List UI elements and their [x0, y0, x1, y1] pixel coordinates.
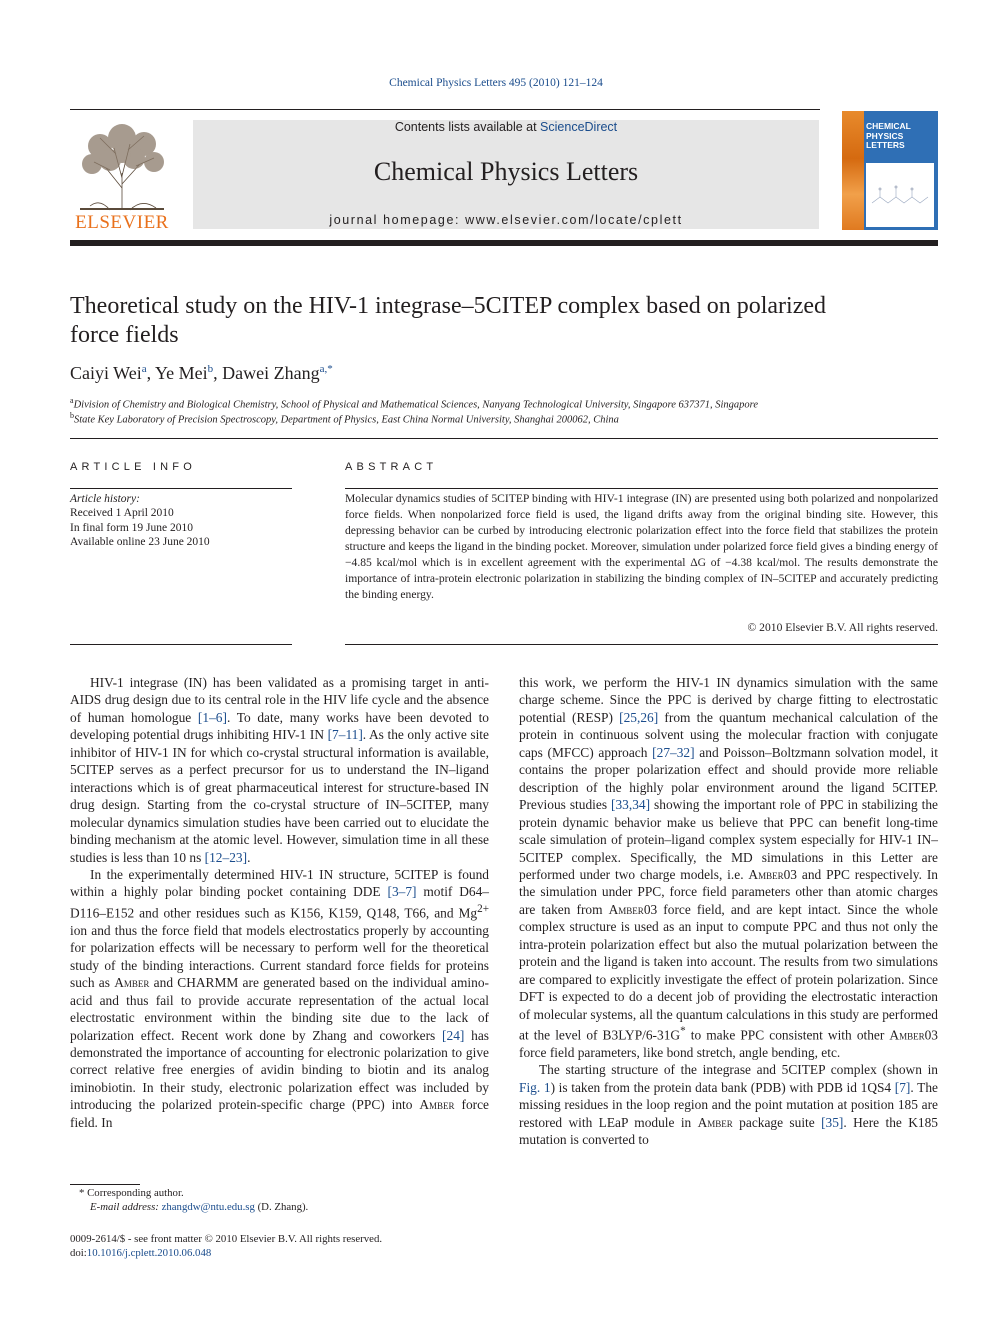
body-text: force field. In	[70, 1097, 489, 1130]
abstract-copyright: © 2010 Elsevier B.V. All rights reserved.	[747, 621, 938, 634]
amber-smallcaps: Amber	[889, 1027, 925, 1043]
masthead-top-rule	[70, 109, 820, 110]
journal-cover-thumbnail[interactable]	[842, 111, 938, 230]
reference-link[interactable]: [27–32]	[652, 744, 695, 760]
journal-name: Chemical Physics Letters	[373, 157, 639, 186]
history-received: Received 1 April 2010	[70, 507, 174, 520]
body-text: .	[247, 849, 251, 865]
amber-smallcaps: Amber	[748, 866, 784, 882]
article-info-heading: ARTICLE INFO	[70, 461, 196, 473]
affiliation-marker[interactable]: a,*	[319, 363, 333, 375]
history-online: Available online 23 June 2010	[70, 535, 210, 548]
journal-citation[interactable]: Chemical Physics Letters 495 (2010) 121–124	[389, 77, 603, 89]
reference-link[interactable]: [3–7]	[387, 884, 417, 900]
affiliation-mark: b	[70, 411, 74, 420]
author-name: Ye Mei	[154, 363, 208, 383]
history-title: Article history:	[70, 493, 140, 505]
abstract-body: Molecular dynamics studies of 5CITEP binding with HIV-1 integrase (IN) are presented using both polarized and nonpolarized force fields. When nonpolarized force field is used, the ligand drifts away from the original binding site. However, this depressing behavior can be curbed by introducing electronic polarization effect into the force field that stabilizes the protein structure and keeps the ligand in the binding pocket. Moreover, simulation under polarized force field gives a binding energy of −4.85 kcal/mol which is in excellent agreement with the experimental ΔG of −4.38 kcal/mol. The results demonstrate the importance of intra-protein electronic polarization in stabilizing the binding complex of IN–5CITEP and accurately predicting the binding energy.	[345, 492, 938, 601]
body-paragraph	[519, 1061, 938, 1148]
body-text: In the experimentally determined HIV-1 IN structure, 5CITEP is found within a highly polar binding pocket containing DDE	[70, 866, 489, 900]
email-link[interactable]: zhangdw@ntu.edu.sg	[161, 1201, 255, 1213]
issn-line: 0009-2614/$ - see front matter © 2010 Elsevier B.V. All rights reserved.	[70, 1233, 383, 1245]
superscript: 2+	[477, 902, 489, 915]
body-text: . As the only active site inhibitor of HIV-1 IN for which co-crystal structural information is available, 5CITEP serves as a perfect precursor for us to understand the IN–ligand interactions which is of great pharmaceutical interest for structure-based IN drug design. Starting from the co-crystal structure of IN–5CITEP, many molecular dynamics simulation studies have been carried out to elucidate the binding mechanism at the atomic level. However, simulation time in all these studies is less than 10 ns	[70, 727, 489, 865]
contents-availability	[193, 120, 819, 134]
sciencedirect-link[interactable]: ScienceDirect	[540, 120, 618, 134]
body-text: this work, we perform the HIV-1 IN dynamics simulation with the same charge scheme. Since the PPC is derived by charge fitting to electrostatic potential (RESP)	[519, 675, 938, 725]
affiliation-text: State Key Laboratory of Precision Spectroscopy, Department of Physics, East China Normal University, Shanghai 200062, China	[74, 414, 619, 426]
author-name: Dawei Zhang	[222, 363, 320, 383]
elsevier-wordmark: ELSEVIER	[75, 212, 169, 233]
body-text: from the quantum mechanical calculation of the protein in continuous solvent using the molecular fraction with conjugate caps (MFCC) approach	[519, 709, 938, 760]
amber-smallcaps: Amber	[608, 901, 644, 917]
header-divider	[70, 438, 938, 439]
reference-link[interactable]: [35]	[821, 1114, 844, 1130]
article-info-bottom-rule	[70, 644, 292, 645]
doi-prefix: doi:	[70, 1247, 87, 1259]
reference-link[interactable]: [7–11]	[327, 727, 363, 743]
reference-link[interactable]: [25,26]	[619, 709, 659, 725]
body-text: . To date, many works have been devoted to developing potential drugs inhibiting HIV-1 IN	[70, 709, 489, 743]
cover-graphic-panel	[866, 163, 934, 227]
reference-link[interactable]: [12–23]	[204, 849, 248, 865]
affiliation-mark: a	[70, 396, 74, 405]
abstract-bottom-rule	[345, 644, 938, 645]
body-text: HIV-1 integrase (IN) has been validated as a promising target in anti-AIDS drug design due to its central role in the HIV life cycle and the absence of human homologue	[70, 675, 489, 725]
front-matter-notice	[70, 1232, 382, 1260]
author-list: Caiyi Wei$^a$, Ye Mei$^b$, Dawei Zhang$^{a,*}$	[70, 363, 333, 383]
article-title-line-1: Theoretical study on the HIV-1 integrase–5CITEP complex based on polarized	[70, 293, 827, 319]
masthead-bottom-rule	[70, 240, 938, 246]
cover-decorative-strip	[842, 111, 864, 230]
cover-title	[866, 122, 911, 151]
article-title-line-2: force fields	[70, 322, 179, 348]
affiliation-b	[70, 411, 619, 426]
amber-smallcaps: Amber	[697, 1114, 733, 1130]
affiliation-marker[interactable]: a	[141, 363, 147, 375]
body-text: ion and thus the force field that models electrostatics properly by accounting for polarization effects will be necessary to perform well for the theoretical study of the binding interactions. Current standard force fields for proteins such as	[70, 922, 489, 991]
body-text: 03 force field, and are kept intact. Since the whole complex structure is used as an input to compute PPC and thus not only the intra-protein polarization effect but also the mutual polarization between the protein and the ligand is taken into account. The results from two simulations are compared to explicitly investigate the effect of protein polarization. Since DFT is expected to do a decent job of providing the electrostatic interaction of molecular systems, all the quantum calculations in this study are performed at the level of B3LYP/6-31G	[519, 901, 938, 1043]
figure-link[interactable]: Fig. 1	[519, 1079, 551, 1095]
reference-link[interactable]: [33,34]	[611, 797, 651, 813]
corresponding-author-note: * Corresponding author.	[79, 1187, 184, 1199]
body-text: 03 and PPC respectively. In the simulation under PPC, force field parameters other than atomic charges are taken from	[519, 866, 938, 917]
body-text: package suite	[732, 1114, 822, 1130]
affiliation-a	[70, 396, 758, 411]
journal-homepage[interactable]: journal homepage: www.elsevier.com/locate/cplett	[329, 213, 683, 227]
cover-title-line-3: LETTERS	[866, 140, 905, 150]
affiliation-text: Division of Chemistry and Biological Chemistry, School of Physical and Mathematical Sciences, Nanyang Technological University, Singapore 637371, Singapore	[73, 399, 759, 411]
email-note	[90, 1201, 308, 1213]
body-text: and CHARMM are generated based on the individual amino-acid and thus fail to provide accurate representation of the actual local electrostatic environment within the binding site due to the lack of polarization effect. Recent work done by Zhang and coworkers	[70, 975, 489, 1043]
body-text: showing the important role of PPC in stabilizing the protein dynamic behavior make us believe that PPC can benefit long-time scale simulation of protein–ligand complex system especially for HIV-1 IN–5CITEP complex. Specifically, the MD simulations in this Letter are performed under two charge models, i.e.	[519, 797, 938, 882]
cover-title-line-1: CHEMICAL	[866, 121, 911, 131]
body-text: to make PPC consistent with other	[685, 1027, 890, 1043]
body-column-left	[70, 674, 489, 1131]
body-text: and Poisson–Boltzmann solvation model, it contains the proper polarization effect and should provide more reliable description of the highly polar environment around the ligand 5CITEP. Previous studies	[519, 744, 939, 813]
article-info-rule	[70, 488, 292, 489]
body-column-right	[519, 674, 938, 1149]
affiliation-marker[interactable]: b	[207, 363, 214, 375]
body-text: has demonstrated the importance of accounting for electronic polarization to give correct relative free energies of avidin binding to biotin and its analog iminobiotin. In their study, electronic polarization effect was included by introducing the polarized protein-specific charge (PPC) into	[70, 1027, 489, 1113]
doi-line	[70, 1246, 382, 1260]
amber-smallcaps: Amber	[114, 975, 150, 991]
body-text: motif D64–D116–E152 and other residues such as K156, K159, Q148, T66, and Mg	[70, 884, 489, 921]
body-text: The starting structure of the integrase and 5CITEP complex (shown in	[539, 1062, 938, 1078]
body-text: . The missing residues in the loop region and the point mutation at position 185 are restored with LEaP module in	[519, 1079, 938, 1130]
cover-molecule-icon	[866, 163, 934, 227]
history-final-form: In final form 19 June 2010	[70, 521, 193, 534]
reference-link[interactable]: [24]	[442, 1027, 465, 1043]
cover-title-line-2: PHYSICS	[866, 130, 904, 141]
article-history	[70, 492, 210, 549]
superscript: *	[680, 1025, 686, 1038]
body-paragraph	[70, 674, 489, 866]
author-name: Caiyi Wei	[70, 363, 142, 383]
body-text: . Here the K185 mutation is converted to	[519, 1114, 938, 1148]
body-paragraph	[70, 866, 489, 1131]
contents-prefix: Contents lists available at	[394, 120, 541, 134]
email-label: E-mail address:	[90, 1201, 159, 1213]
body-paragraph	[519, 674, 938, 1061]
reference-link[interactable]: [1–6]	[197, 709, 227, 725]
email-suffix: (D. Zhang).	[254, 1201, 309, 1213]
article-title	[70, 292, 940, 350]
abstract-rule	[345, 488, 938, 489]
footnote-rule	[70, 1184, 140, 1185]
abstract-heading: ABSTRACT	[345, 461, 438, 473]
doi-link[interactable]: 10.1016/j.cplett.2010.06.048	[86, 1247, 212, 1259]
body-text: ) is taken from the protein data bank (PDB) with PDB id 1QS4	[550, 1079, 895, 1095]
body-text: 03 force field parameters, like bond stretch, angle bending, etc.	[519, 1027, 938, 1060]
reference-link[interactable]: [7]	[894, 1079, 911, 1095]
amber-smallcaps: Amber	[419, 1097, 455, 1113]
